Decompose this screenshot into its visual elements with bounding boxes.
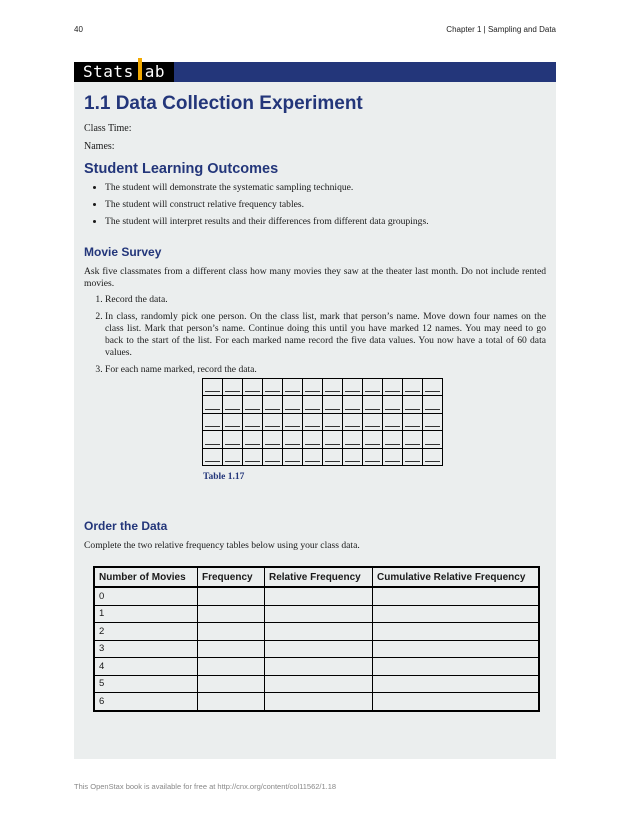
- blank-cell: [383, 413, 403, 430]
- answer-cell: [198, 587, 265, 605]
- movies-count-cell: 1: [94, 605, 198, 623]
- blank-line: [365, 444, 380, 445]
- blank-line: [425, 391, 440, 392]
- blank-cell: [283, 379, 303, 396]
- blank-line: [425, 426, 440, 427]
- table-row: [94, 693, 539, 711]
- blank-cell: [283, 431, 303, 448]
- blank-cell: [243, 448, 263, 465]
- movies-count-cell: 2: [94, 623, 198, 641]
- table-row: [203, 448, 443, 465]
- blank-line: [205, 426, 220, 427]
- answer-cell: [198, 640, 265, 658]
- blank-line: [365, 391, 380, 392]
- outcomes-list: [84, 182, 546, 228]
- blank-cell: [203, 379, 223, 396]
- answer-cell: [265, 658, 373, 676]
- blank-cell: [363, 413, 383, 430]
- footer-note: This OpenStax book is available for free at http://cnx.org/content/col11562/1.18: [74, 782, 337, 791]
- table-caption: Table 1.17: [203, 472, 245, 482]
- answer-cell: [265, 675, 373, 693]
- blank-line: [285, 426, 300, 427]
- blank-line: [385, 409, 400, 410]
- blank-line: [225, 461, 240, 462]
- movie-survey-heading: Movie Survey: [84, 245, 162, 259]
- blank-cell: [223, 448, 243, 465]
- blank-cell: [303, 379, 323, 396]
- blank-line: [205, 409, 220, 410]
- answer-cell: [265, 605, 373, 623]
- movies-count-cell: 5: [94, 675, 198, 693]
- blank-cell: [263, 413, 283, 430]
- blank-cell: [203, 413, 223, 430]
- logo-l-bar-icon: [138, 58, 142, 80]
- order-data-heading: Order the Data: [84, 519, 168, 533]
- blank-cell: [423, 448, 443, 465]
- blank-cell: [303, 396, 323, 413]
- table-row: [203, 396, 443, 413]
- blank-line: [425, 461, 440, 462]
- blank-line: [265, 461, 280, 462]
- blank-line: [325, 461, 340, 462]
- blank-cell: [423, 379, 443, 396]
- blank-line: [365, 426, 380, 427]
- page-number: 40: [74, 25, 83, 34]
- blank-cell: [403, 396, 423, 413]
- blank-line: [305, 444, 320, 445]
- blank-cell: [363, 448, 383, 465]
- answer-cell: [265, 587, 373, 605]
- blank-cell: [343, 448, 363, 465]
- blank-cell: [423, 413, 443, 430]
- blank-cell: [403, 431, 423, 448]
- blank-line: [325, 444, 340, 445]
- order-data-description: Complete the two relative frequency tables below using your class data.: [84, 540, 360, 551]
- blank-line: [405, 391, 420, 392]
- blank-cell: [343, 431, 363, 448]
- answer-cell: [373, 693, 540, 711]
- blank-cell: [223, 379, 243, 396]
- blank-cell: [263, 379, 283, 396]
- blank-line: [345, 391, 360, 392]
- names-label: Names:: [84, 141, 115, 152]
- table-row: [94, 605, 539, 623]
- blank-cell: [323, 379, 343, 396]
- answer-cell: [198, 675, 265, 693]
- blank-cell: [223, 396, 243, 413]
- blank-cell: [243, 431, 263, 448]
- blank-cell: [383, 448, 403, 465]
- survey-step: 3. For each name marked, record the data.: [105, 364, 546, 376]
- blank-line: [245, 391, 260, 392]
- blank-cell: [363, 379, 383, 396]
- blank-line: [365, 409, 380, 410]
- table-header-row: [94, 567, 539, 587]
- relative-frequency-table: [93, 566, 540, 712]
- blank-cell: [203, 396, 223, 413]
- blank-line: [425, 409, 440, 410]
- blank-cell: [223, 413, 243, 430]
- answer-cell: [373, 605, 540, 623]
- blank-cell: [283, 448, 303, 465]
- survey-step: 2. In class, randomly pick one person. On the class list, mark that person’s name. Move down four names on the class list. Mark that person’s name. Continue doing this until you have marked 12 names. You may need to go back to the start of the list. For each marked name record the five data values. You now have a total of 60 data values.: [105, 311, 546, 359]
- blank-line: [205, 444, 220, 445]
- blank-line: [285, 409, 300, 410]
- column-header: Frequency: [198, 567, 265, 587]
- blank-line: [205, 391, 220, 392]
- blank-line: [325, 391, 340, 392]
- logo-text-stats: Stats: [83, 62, 134, 81]
- blank-line: [385, 461, 400, 462]
- blank-cell: [323, 448, 343, 465]
- blank-line: [345, 461, 360, 462]
- answer-cell: [373, 587, 540, 605]
- blank-cell: [403, 379, 423, 396]
- column-header: Number of Movies: [94, 567, 198, 587]
- blank-line: [385, 444, 400, 445]
- blank-line: [385, 426, 400, 427]
- movies-count-cell: 3: [94, 640, 198, 658]
- class-time-label: Class Time:: [84, 123, 132, 134]
- blank-line: [265, 426, 280, 427]
- blank-cell: [423, 396, 443, 413]
- blank-line: [265, 391, 280, 392]
- table-row: [203, 379, 443, 396]
- blank-line: [245, 426, 260, 427]
- blank-line: [245, 461, 260, 462]
- blank-cell: [223, 431, 243, 448]
- blank-cell: [423, 431, 443, 448]
- answer-cell: [198, 623, 265, 641]
- blank-cell: [403, 413, 423, 430]
- blank-line: [205, 461, 220, 462]
- blank-cell: [303, 448, 323, 465]
- answer-cell: [373, 640, 540, 658]
- lab-title: 1.1 Data Collection Experiment: [84, 93, 363, 114]
- blank-line: [425, 444, 440, 445]
- blank-line: [325, 426, 340, 427]
- blank-cell: [363, 396, 383, 413]
- blank-line: [385, 391, 400, 392]
- blank-line: [345, 426, 360, 427]
- blank-cell: [203, 431, 223, 448]
- blank-cell: [343, 413, 363, 430]
- movies-count-cell: 6: [94, 693, 198, 711]
- blank-cell: [263, 448, 283, 465]
- blank-cell: [383, 396, 403, 413]
- blank-cell: [303, 413, 323, 430]
- outcomes-heading: Student Learning Outcomes: [84, 161, 279, 177]
- blank-cell: [263, 431, 283, 448]
- blank-cell: [383, 379, 403, 396]
- blank-line: [405, 409, 420, 410]
- blank-cell: [403, 448, 423, 465]
- outcome-item: • The student will construct relative frequency tables.: [105, 199, 546, 211]
- blank-line: [285, 444, 300, 445]
- table-row: [203, 431, 443, 448]
- blank-line: [345, 444, 360, 445]
- blank-cell: [283, 413, 303, 430]
- table-row: [94, 640, 539, 658]
- table-row: [94, 658, 539, 676]
- logo-text-ab: ab: [144, 62, 165, 81]
- blank-cell: [263, 396, 283, 413]
- outcome-item: • The student will demonstrate the systematic sampling technique.: [105, 182, 546, 194]
- blank-cell: [303, 431, 323, 448]
- blank-cell: [383, 431, 403, 448]
- movie-survey-steps: [84, 294, 546, 376]
- blank-line: [325, 409, 340, 410]
- chapter-header: Chapter 1 | Sampling and Data: [446, 25, 556, 34]
- column-header: Relative Frequency: [265, 567, 373, 587]
- blank-line: [265, 444, 280, 445]
- blank-line: [265, 409, 280, 410]
- blank-line: [305, 409, 320, 410]
- table-row: [94, 623, 539, 641]
- blank-cell: [323, 396, 343, 413]
- blank-line: [305, 426, 320, 427]
- blank-line: [345, 409, 360, 410]
- answer-cell: [373, 658, 540, 676]
- outcome-item: • The student will interpret results and their differences from different data groupings.: [105, 216, 546, 228]
- blank-line: [285, 391, 300, 392]
- movies-count-cell: 0: [94, 587, 198, 605]
- blank-cell: [323, 431, 343, 448]
- answer-cell: [198, 658, 265, 676]
- answer-cell: [265, 623, 373, 641]
- blank-line: [225, 444, 240, 445]
- table-row: [94, 587, 539, 605]
- blank-line: [405, 444, 420, 445]
- answer-cell: [198, 605, 265, 623]
- answer-cell: [198, 693, 265, 711]
- blank-cell: [243, 379, 263, 396]
- answer-cell: [373, 623, 540, 641]
- blank-line: [225, 391, 240, 392]
- blank-line: [305, 391, 320, 392]
- blank-line: [225, 426, 240, 427]
- blank-line: [225, 409, 240, 410]
- blank-line: [305, 461, 320, 462]
- table-row: [203, 413, 443, 430]
- column-header: Cumulative Relative Frequency: [373, 567, 540, 587]
- movie-survey-intro: Ask five classmates from a different class how many movies they saw at the theater last month. Do not include rented movies.: [84, 266, 546, 289]
- answer-cell: [373, 675, 540, 693]
- blank-cell: [343, 379, 363, 396]
- blank-cell: [243, 413, 263, 430]
- blank-line: [245, 444, 260, 445]
- blank-line: [405, 426, 420, 427]
- blank-cell: [343, 396, 363, 413]
- blank-cell: [323, 413, 343, 430]
- answer-cell: [265, 640, 373, 658]
- blank-line: [365, 461, 380, 462]
- movies-count-cell: 4: [94, 658, 198, 676]
- blank-line: [285, 461, 300, 462]
- answer-cell: [265, 693, 373, 711]
- lab-content: [84, 84, 546, 381]
- blank-line: [245, 409, 260, 410]
- survey-step: 1. Record the data.: [105, 294, 546, 306]
- table-row: [94, 675, 539, 693]
- blank-cell: [243, 396, 263, 413]
- stats-lab-logo: [74, 62, 174, 82]
- blank-line: [405, 461, 420, 462]
- blank-cell: [283, 396, 303, 413]
- data-recording-table: [202, 378, 443, 466]
- blank-cell: [203, 448, 223, 465]
- blank-cell: [363, 431, 383, 448]
